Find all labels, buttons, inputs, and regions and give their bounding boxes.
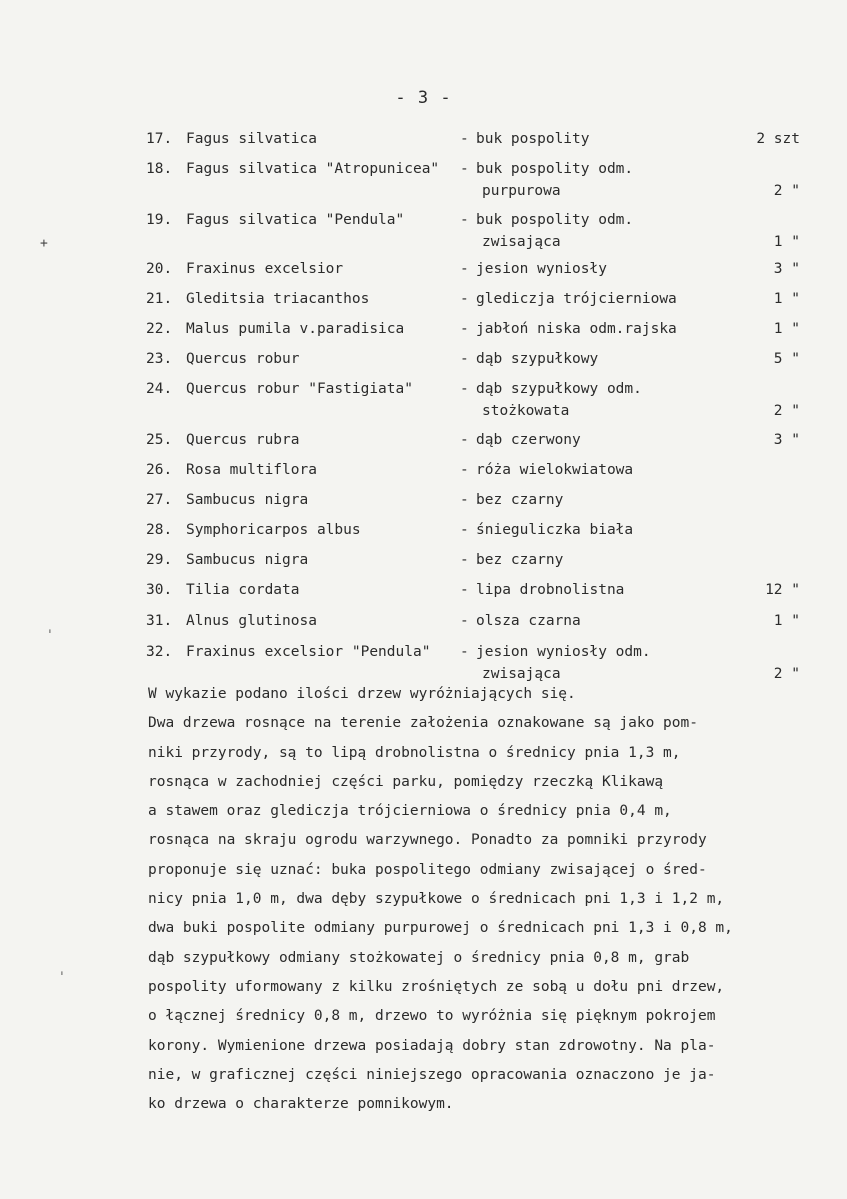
quantity: 2 " <box>773 183 800 199</box>
latin-name: Fagus silvatica "Atropunicea" <box>186 161 440 177</box>
quantity: 3 " <box>773 261 800 277</box>
polish-name: róża wielokwiatowa <box>476 462 634 478</box>
polish-name-continued: stożkowata <box>482 403 570 419</box>
polish-name: glediczja trójcierniowa <box>476 291 677 307</box>
dash-separator: - <box>460 462 469 478</box>
item-number: 24. <box>146 381 173 397</box>
item-number: 27. <box>146 492 173 508</box>
paragraph-line: proponuje się uznać: buka pospolitego odmiany zwisającej o śred- <box>148 861 707 878</box>
polish-name: śnieguliczka biała <box>476 522 634 538</box>
paragraph-line: nie, w graficznej części niniejszego opracowania oznaczono je ja- <box>148 1066 716 1083</box>
latin-name: Fraxinus excelsior <box>186 261 344 277</box>
dash-separator: - <box>460 582 469 598</box>
polish-name-continued: zwisająca <box>482 666 561 682</box>
dash-separator: - <box>460 321 469 337</box>
polish-name: bez czarny <box>476 492 564 508</box>
dash-separator: - <box>460 291 469 307</box>
list-item <box>146 378 806 422</box>
dash-separator: - <box>460 351 469 367</box>
quantity: 3 " <box>773 432 800 448</box>
dash-separator: - <box>460 212 469 228</box>
margin-mark-icon: ˌ <box>46 620 54 635</box>
quantity: 1 " <box>773 321 800 337</box>
paragraph-line: pospolity uformowany z kilku zrośniętych ze sobą u dołu pni drzew, <box>148 978 725 995</box>
quantity: 2 " <box>773 666 800 682</box>
item-number: 23. <box>146 351 173 367</box>
polish-name: buk pospolity odm. <box>476 161 634 177</box>
polish-name-continued: zwisająca <box>482 234 561 250</box>
latin-name: Fagus silvatica "Pendula" <box>186 212 405 228</box>
body-paragraph <box>148 680 838 1119</box>
latin-name: Quercus robur <box>186 351 300 367</box>
latin-name: Tilia cordata <box>186 582 300 598</box>
latin-name: Alnus glutinosa <box>186 613 317 629</box>
list-item <box>146 641 806 685</box>
latin-name: Malus pumila v.paradisica <box>186 321 405 337</box>
quantity: 12 " <box>765 582 800 598</box>
latin-name: Fraxinus excelsior "Pendula" <box>186 644 431 660</box>
quantity: 5 " <box>773 351 800 367</box>
item-number: 30. <box>146 582 173 598</box>
quantity: 1 " <box>773 234 800 250</box>
paragraph-line: dwa buki pospolite odmiany purpurowej o średnicach pni 1,3 i 0,8 m, <box>148 920 733 937</box>
polish-name: buk pospolity <box>476 131 590 147</box>
polish-name: dąb czerwony <box>476 432 581 448</box>
latin-name: Gleditsia triacanthos <box>186 291 370 307</box>
dash-separator: - <box>460 644 469 660</box>
latin-name: Symphoricarpos albus <box>186 522 361 538</box>
latin-name: Sambucus nigra <box>186 492 309 508</box>
item-number: 20. <box>146 261 173 277</box>
polish-name: jabłoń niska odm.rajska <box>476 321 677 337</box>
paragraph-line: rosnąca na skraju ogrodu warzywnego. Ponadto za pomniki przyrody <box>148 832 707 849</box>
list-item <box>146 209 806 253</box>
paragraph-line: dąb szypułkowy odmiany stożkowatej o średnicy pnia 0,8 m, grab <box>148 949 690 966</box>
dash-separator: - <box>460 492 469 508</box>
quantity: 1 " <box>773 291 800 307</box>
paragraph-line: nicy pnia 1,0 m, dwa dęby szypułkowe o średnicach pni 1,3 i 1,2 m, <box>148 891 725 908</box>
dash-separator: - <box>460 161 469 177</box>
quantity: 1 " <box>773 613 800 629</box>
quantity: 2 " <box>773 403 800 419</box>
dash-separator: - <box>460 261 469 277</box>
quantity: 2 szt <box>756 131 800 147</box>
latin-name: Sambucus nigra <box>186 552 309 568</box>
polish-name: bez czarny <box>476 552 564 568</box>
dash-separator: - <box>460 432 469 448</box>
item-number: 25. <box>146 432 173 448</box>
polish-name: jesion wyniosły odm. <box>476 644 651 660</box>
paragraph-line: niki przyrody, są to lipą drobnolistna o średnicy pnia 1,3 m, <box>148 744 681 761</box>
polish-name: dąb szypułkowy <box>476 351 599 367</box>
paragraph-line: o łącznej średnicy 0,8 m, drzewo to wyróżnia się pięknym pokrojem <box>148 1008 716 1025</box>
latin-name: Fagus silvatica <box>186 131 317 147</box>
paragraph-line: korony. Wymienione drzewa posiadają dobry stan zdrowotny. Na pla- <box>148 1037 716 1054</box>
margin-mark-icon: ˌ <box>58 962 66 977</box>
item-number: 17. <box>146 131 173 147</box>
polish-name: lipa drobnolistna <box>476 582 625 598</box>
margin-mark-icon: + <box>40 236 48 251</box>
item-number: 21. <box>146 291 173 307</box>
dash-separator: - <box>460 552 469 568</box>
list-item <box>146 158 806 202</box>
item-number: 22. <box>146 321 173 337</box>
polish-name-continued: purpurowa <box>482 183 561 199</box>
paragraph-line: Dwa drzewa rosnące na terenie założenia oznakowane są jako pom- <box>148 715 698 732</box>
page-number: - 3 - <box>395 88 452 108</box>
item-number: 26. <box>146 462 173 478</box>
polish-name: buk pospolity odm. <box>476 212 634 228</box>
latin-name: Quercus rubra <box>186 432 300 448</box>
paragraph-line: a stawem oraz glediczja trójcierniowa o średnicy pnia 0,4 m, <box>148 803 672 820</box>
polish-name: dąb szypułkowy odm. <box>476 381 642 397</box>
latin-name: Quercus robur "Fastigiata" <box>186 381 413 397</box>
dash-separator: - <box>460 522 469 538</box>
item-number: 28. <box>146 522 173 538</box>
paragraph-line: ko drzewa o charakterze pomnikowym. <box>148 1096 454 1113</box>
item-number: 18. <box>146 161 173 177</box>
dash-separator: - <box>460 613 469 629</box>
dash-separator: - <box>460 131 469 147</box>
dash-separator: - <box>460 381 469 397</box>
polish-name: olsza czarna <box>476 613 581 629</box>
item-number: 32. <box>146 644 173 660</box>
latin-name: Rosa multiflora <box>186 462 317 478</box>
item-number: 31. <box>146 613 173 629</box>
item-number: 29. <box>146 552 173 568</box>
item-number: 19. <box>146 212 173 228</box>
paragraph-line: rosnąca w zachodniej części parku, pomiędzy rzeczką Klikawą <box>148 773 664 790</box>
paragraph-line: W wykazie podano ilości drzew wyróżniających się. <box>148 686 576 702</box>
polish-name: jesion wyniosły <box>476 261 607 277</box>
